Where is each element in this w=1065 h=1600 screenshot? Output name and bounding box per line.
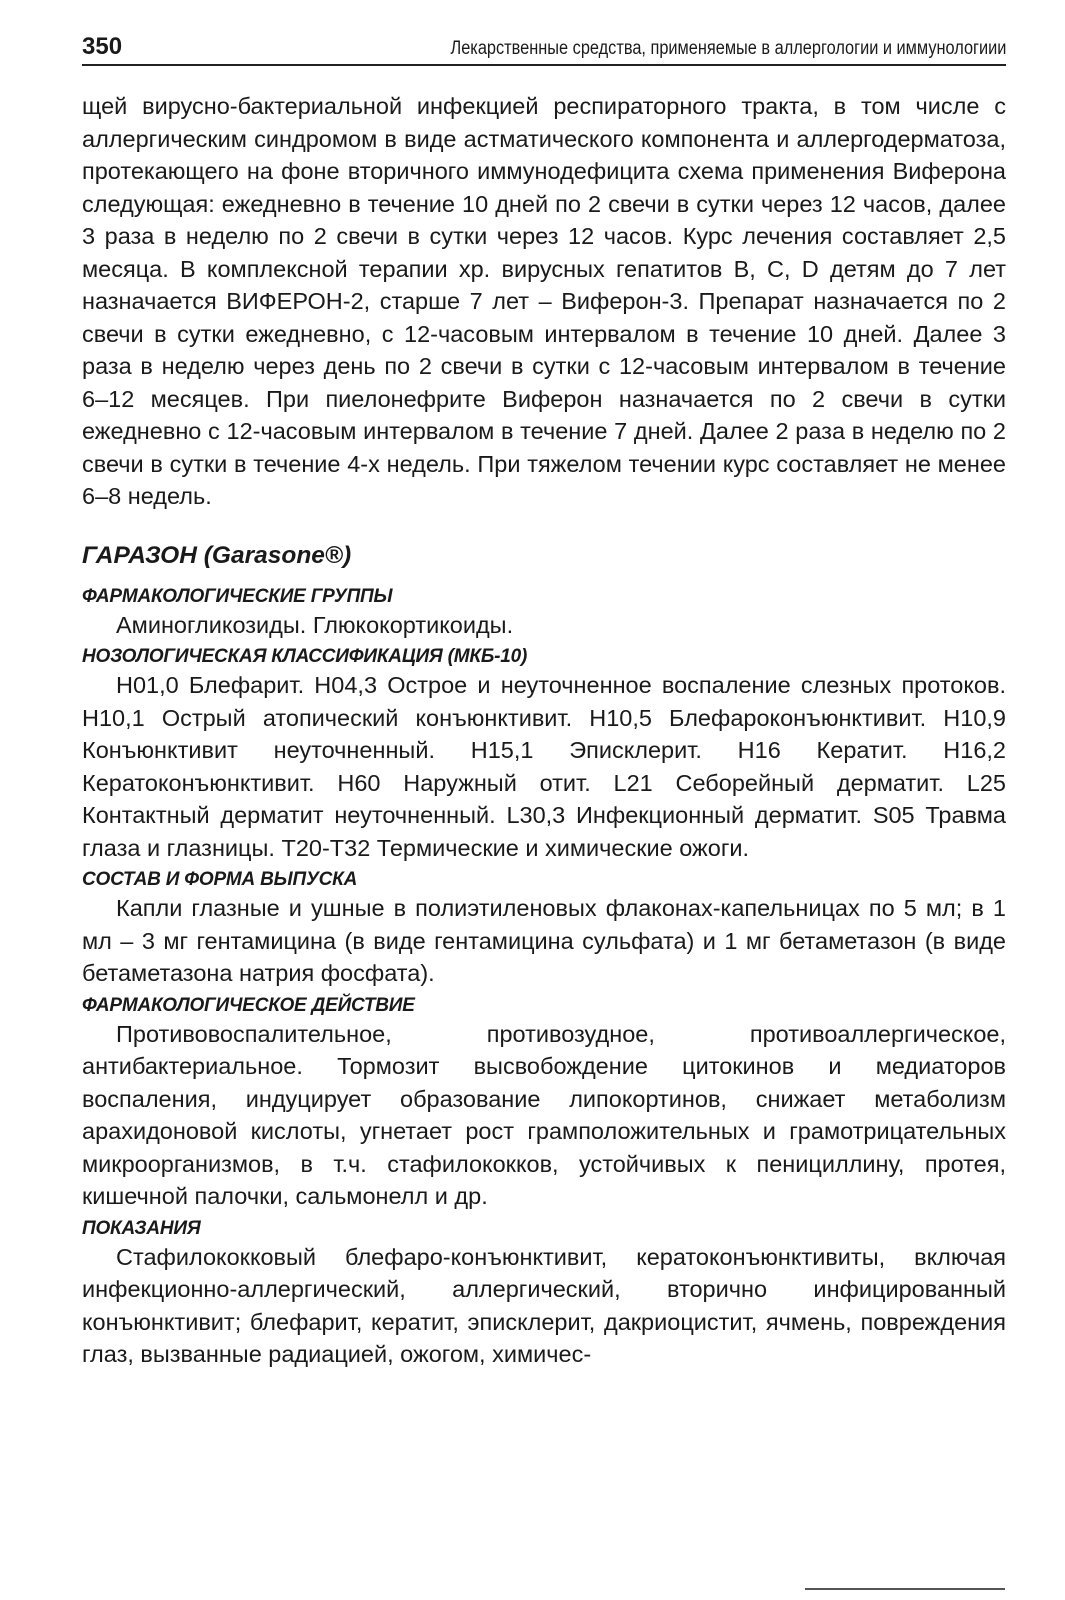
running-title: Лекарственные средства, применяемые в аллергологии и иммунологиии <box>450 38 1006 59</box>
section-text-pharm-groups: Аминогликозиды. Глюкокортикоиды. <box>116 611 514 638</box>
footer-rule <box>805 1588 1005 1590</box>
page-number: 350 <box>82 33 123 60</box>
section-text-indications: Стафилококковый блефаро-конъюнктивит, кератоконъюнктивиты, включая инфекционно-аллергический, аллергический, вторично инфицированный конъюнктивит; блефарит, кератит, эписклерит, дакриоцистит, ячмень, повреждения глаз, вызванные радиацией, ожогом, химичес- <box>82 1243 1006 1367</box>
book-page <box>82 28 1006 1371</box>
section-text-composition: Капли глазные и ушные в полиэтиленовых флаконах-капельницах по 5 мл; в 1 мл – 3 мг гентамицина (в виде гентамицина сульфата) и 1 мг бетаметазон (в виде бетаметазона натрия фосфата). <box>82 895 1006 986</box>
intro-paragraph: щей вирусно-бактериальной инфекцией респираторного тракта, в том числе с аллергическим синдромом в виде астматического компонента и аллергодерматоза, протекающего на фоне вторичного иммунодефицита схема применения Виферона следующая: ежедневно в течение 10 дней по 2 свечи в сутки через 12 часов, далее 3 раза в неделю по 2 свечи в сутки через 12 часов. Курс лечения составляет 2,5 месяца. В комплексной терапии хр. вирусных гепатитов B, C, D детям до 7 лет назначается ВИФЕРОН-2, старше 7 лет – Виферон-3. Препарат назначается по 2 свечи в сутки ежедневно, с 12-часовым интервалом в течение 10 дней. Далее 3 раза в неделю через день по 2 свечи в сутки с 12-часовым интервалом в течение 6–12 месяцев. При пиелонефрите Виферон назначается по 2 свечи в сутки ежедневно с 12-часовым интервалом в течение 7 дней. Далее 2 раза в неделю по 2 свечи в сутки в течение 4-х недель. При тяжелом течении курс составляет не менее 6–8 недель. <box>82 93 1006 509</box>
section-heading-composition: СОСТАВ И ФОРМА ВЫПУСКА <box>82 869 358 890</box>
section-heading-icd10: НОЗОЛОГИЧЕСКАЯ КЛАССИФИКАЦИЯ (МКБ-10) <box>82 646 528 667</box>
section-heading-pharm-groups: ФАРМАКОЛОГИЧЕСКИЕ ГРУППЫ <box>82 585 393 607</box>
section-heading-pharm-action: ФАРМАКОЛОГИЧЕСКОЕ ДЕЙСТВИЕ <box>82 994 415 1016</box>
running-header <box>82 28 1006 66</box>
drug-title: ГАРАЗОН (Garasone®) <box>82 541 352 569</box>
section-text-icd10: H01,0 Блефарит. H04,3 Острое и неуточненное воспаление слезных протоков. H10,1 Острый атопический конъюнктивит. H10,5 Блефароконъюнктивит. H10,9 Конъюнктивит неуточненный. H15,1 Эписклерит. H16 Кератит. H16,2 Кератоконъюнктивит. H60 Наружный отит. L21 Себорейный дерматит. L25 Контактный дерматит неуточненный. L30,3 Инфекционный дерматит. S05 Травма глаза и глазницы. T20-T32 Термические и химические ожоги. <box>82 672 1006 861</box>
section-heading-indications: ПОКАЗАНИЯ <box>82 1217 201 1239</box>
section-text-pharm-action: Противовоспалительное, противозудное, противоаллергическое, антибактериальное. Тормозит высвобождение цитокинов и медиаторов воспаления, индуцирует образование липокортинов, снижает метаболизм арахидоновой кислоты, угнетает рост грамположительных и грамотрицательных микроорганизмов, в т.ч. стафилококков, устойчивых к пенициллину, протея, кишечной палочки, сальмонелл и др. <box>82 1020 1006 1209</box>
